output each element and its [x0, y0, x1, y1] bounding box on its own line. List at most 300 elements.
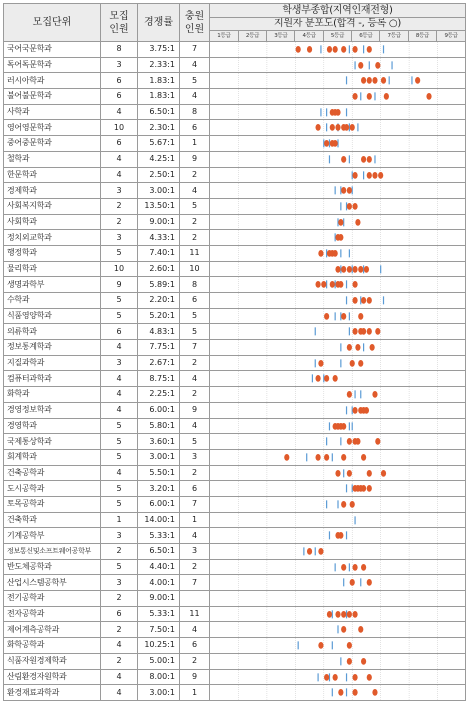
ratio-cell: 4.00:1 [138, 575, 180, 591]
registered-marker [315, 124, 320, 131]
registered-marker [341, 611, 346, 618]
distribution-plot [210, 434, 466, 449]
ratio-cell: 5.20:1 [138, 308, 180, 324]
distribution-plot [210, 481, 466, 496]
ratio-cell: 5.00:1 [138, 653, 180, 669]
grade-label: 7등급 [380, 31, 408, 41]
ratio-cell: 9.00:1 [138, 591, 180, 607]
table-row [4, 512, 466, 528]
registered-marker [352, 297, 357, 304]
registered-marker [367, 156, 372, 163]
registered-marker [358, 62, 363, 69]
registered-marker [338, 234, 343, 241]
header-subtitle: 지원자 분포도(합격 -, 등록 ○) [210, 18, 466, 31]
dept-cell: 화학과 [4, 387, 101, 403]
quota-cell: 10 [101, 120, 138, 136]
ratio-cell: 6.50:1 [138, 544, 180, 560]
dept-cell: 회계학과 [4, 449, 101, 465]
registered-marker [358, 360, 363, 367]
registered-marker [367, 297, 372, 304]
ratio-cell: 2.30:1 [138, 120, 180, 136]
ratio-cell: 10.25:1 [138, 638, 180, 654]
registered-marker [330, 124, 335, 131]
header-title: 학생부종합(지역인재전형) [210, 4, 466, 18]
dept-cell: 러시아학과 [4, 73, 101, 89]
quota-cell: 4 [101, 167, 138, 183]
registered-marker [367, 485, 372, 492]
table-row [4, 402, 466, 418]
ratio-cell: 7.50:1 [138, 622, 180, 638]
fill-cell: 4 [180, 57, 210, 73]
distribution-cell [210, 528, 466, 544]
registered-marker [372, 77, 377, 84]
registered-marker [333, 673, 338, 680]
distribution-cell [210, 544, 466, 560]
dept-cell: 식품영양학과 [4, 308, 101, 324]
registered-marker [333, 250, 338, 257]
fill-cell: 2 [180, 355, 210, 371]
dept-cell: 불어불문학과 [4, 89, 101, 105]
registered-marker [352, 203, 357, 210]
fill-cell: 6 [180, 638, 210, 654]
quota-cell: 5 [101, 481, 138, 497]
quota-cell: 4 [101, 387, 138, 403]
dept-cell: 정보통신및소프트웨어공학부 [4, 544, 101, 560]
quota-cell: 4 [101, 465, 138, 481]
distribution-plot [210, 607, 466, 622]
distribution-cell [210, 481, 466, 497]
registered-marker [367, 93, 372, 100]
distribution-cell [210, 136, 466, 152]
fill-cell: 7 [180, 496, 210, 512]
table-row [4, 230, 466, 246]
registered-marker [352, 673, 357, 680]
registered-marker [341, 501, 346, 508]
registered-marker [341, 626, 346, 633]
distribution-plot [210, 403, 466, 418]
fill-cell: 4 [180, 622, 210, 638]
quota-cell: 6 [101, 136, 138, 152]
fill-cell: 11 [180, 245, 210, 261]
registered-marker [361, 156, 366, 163]
grade-label: 9등급 [437, 31, 465, 41]
registered-marker [321, 281, 326, 288]
quota-cell: 5 [101, 496, 138, 512]
registered-marker [367, 328, 372, 335]
distribution-plot [210, 544, 466, 559]
registered-marker [347, 438, 352, 445]
distribution-cell [210, 324, 466, 340]
distribution-plot [210, 356, 466, 371]
distribution-cell [210, 277, 466, 293]
table-row [4, 559, 466, 575]
registered-marker [318, 548, 323, 555]
fill-cell: 2 [180, 167, 210, 183]
quota-cell: 2 [101, 591, 138, 607]
ratio-cell: 6.00:1 [138, 402, 180, 418]
distribution-cell [210, 73, 466, 89]
table-row [4, 638, 466, 654]
table-row [4, 465, 466, 481]
quota-cell: 5 [101, 308, 138, 324]
ratio-cell: 5.80:1 [138, 418, 180, 434]
table-row [4, 120, 466, 136]
registered-marker [347, 470, 352, 477]
distribution-plot [210, 199, 466, 214]
fill-cell: 4 [180, 183, 210, 199]
registered-marker [333, 375, 338, 382]
distribution-plot [210, 387, 466, 402]
registered-marker [352, 407, 357, 414]
fill-cell: 5 [180, 73, 210, 89]
table-row [4, 418, 466, 434]
distribution-plot [210, 685, 466, 700]
dept-cell: 수학과 [4, 293, 101, 309]
registered-marker [352, 46, 357, 53]
fill-cell: 6 [180, 481, 210, 497]
registered-marker [324, 313, 329, 320]
admission-table-container [3, 3, 465, 710]
distribution-cell [210, 183, 466, 199]
table-row [4, 136, 466, 152]
registered-marker [355, 438, 360, 445]
distribution-plot [210, 293, 466, 308]
registered-marker [372, 391, 377, 398]
distribution-plot [210, 466, 466, 481]
distribution-plot [210, 309, 466, 324]
table-row [4, 57, 466, 73]
dept-cell: 철학과 [4, 151, 101, 167]
distribution-cell [210, 371, 466, 387]
table-row [4, 308, 466, 324]
distribution-cell [210, 89, 466, 105]
header-quota: 모집 인원 [101, 4, 138, 42]
registered-marker [347, 266, 352, 273]
quota-cell: 2 [101, 214, 138, 230]
distribution-plot [210, 638, 466, 653]
grade-label: 2등급 [238, 31, 266, 41]
registered-marker [318, 360, 323, 367]
ratio-cell: 7.75:1 [138, 340, 180, 356]
distribution-cell [210, 559, 466, 575]
table-row [4, 198, 466, 214]
ratio-cell: 2.25:1 [138, 387, 180, 403]
quota-cell: 4 [101, 151, 138, 167]
quota-cell: 6 [101, 606, 138, 622]
dept-cell: 도시공학과 [4, 481, 101, 497]
table-row [4, 42, 466, 58]
fill-cell: 2 [180, 559, 210, 575]
registered-marker [381, 470, 386, 477]
registered-marker [284, 454, 289, 461]
registered-marker [350, 501, 355, 508]
registered-marker [375, 62, 380, 69]
registered-marker [361, 328, 366, 335]
distribution-cell [210, 198, 466, 214]
distribution-cell [210, 57, 466, 73]
registered-marker [318, 642, 323, 649]
registered-marker [341, 422, 346, 429]
fill-cell: 3 [180, 449, 210, 465]
distribution-plot [210, 136, 466, 151]
fill-cell: 8 [180, 277, 210, 293]
dept-cell: 산림환경자원학과 [4, 669, 101, 685]
fill-cell: 7 [180, 42, 210, 58]
registered-marker [361, 297, 366, 304]
ratio-cell: 2.20:1 [138, 293, 180, 309]
distribution-plot [210, 246, 466, 261]
distribution-plot [210, 183, 466, 198]
registered-marker [341, 564, 346, 571]
fill-cell: 5 [180, 308, 210, 324]
distribution-plot [210, 670, 466, 685]
distribution-cell [210, 245, 466, 261]
distribution-plot [210, 120, 466, 135]
ratio-cell: 9.00:1 [138, 214, 180, 230]
registered-marker [361, 485, 366, 492]
registered-marker [358, 266, 363, 273]
registered-marker [315, 454, 320, 461]
registered-marker [347, 203, 352, 210]
ratio-cell: 2.33:1 [138, 57, 180, 73]
fill-cell: 2 [180, 214, 210, 230]
registered-marker [367, 77, 372, 84]
registered-marker [352, 93, 357, 100]
table-row [4, 324, 466, 340]
registered-marker [318, 250, 323, 257]
table-row [4, 544, 466, 560]
fill-cell: 9 [180, 669, 210, 685]
registered-marker [338, 532, 343, 539]
registered-marker [347, 642, 352, 649]
fill-cell [180, 591, 210, 607]
quota-cell: 3 [101, 575, 138, 591]
distribution-cell [210, 449, 466, 465]
registered-marker [415, 77, 420, 84]
distribution-plot [210, 168, 466, 183]
quota-cell: 4 [101, 402, 138, 418]
distribution-cell [210, 685, 466, 701]
dept-cell: 제어계측공학과 [4, 622, 101, 638]
ratio-cell: 3.75:1 [138, 42, 180, 58]
dept-cell: 산업시스템공학부 [4, 575, 101, 591]
distribution-cell [210, 340, 466, 356]
table-row [4, 685, 466, 701]
ratio-cell: 5.89:1 [138, 277, 180, 293]
admission-table [3, 3, 466, 701]
dept-cell: 국어국문학과 [4, 42, 101, 58]
distribution-cell [210, 465, 466, 481]
table-row [4, 355, 466, 371]
grade-label: 3등급 [267, 31, 295, 41]
distribution-cell [210, 418, 466, 434]
distribution-plot [210, 73, 466, 88]
ratio-cell: 8.00:1 [138, 669, 180, 685]
distribution-cell [210, 167, 466, 183]
fill-cell: 5 [180, 434, 210, 450]
quota-cell: 10 [101, 261, 138, 277]
fill-cell: 6 [180, 120, 210, 136]
dept-cell: 식품자원경제학과 [4, 653, 101, 669]
distribution-cell [210, 669, 466, 685]
quota-cell: 6 [101, 324, 138, 340]
dept-cell: 사학과 [4, 104, 101, 120]
grade-label: 8등급 [408, 31, 436, 41]
registered-marker [352, 564, 357, 571]
fill-cell: 6 [180, 293, 210, 309]
registered-marker [347, 391, 352, 398]
distribution-cell [210, 638, 466, 654]
registered-marker [375, 438, 380, 445]
registered-marker [361, 454, 366, 461]
fill-cell: 3 [180, 544, 210, 560]
dept-cell: 물리학과 [4, 261, 101, 277]
fill-cell: 4 [180, 418, 210, 434]
fill-cell: 2 [180, 230, 210, 246]
table-row [4, 434, 466, 450]
quota-cell: 5 [101, 293, 138, 309]
registered-marker [333, 140, 338, 147]
table-row [4, 261, 466, 277]
registered-marker [352, 281, 357, 288]
distribution-cell [210, 653, 466, 669]
distribution-plot [210, 262, 466, 277]
distribution-plot [210, 324, 466, 339]
fill-cell: 7 [180, 575, 210, 591]
registered-marker [335, 470, 340, 477]
registered-marker [347, 344, 352, 351]
distribution-plot [210, 230, 466, 245]
quota-cell: 1 [101, 512, 138, 528]
table-row [4, 496, 466, 512]
quota-cell: 6 [101, 73, 138, 89]
registered-marker [324, 673, 329, 680]
registered-marker [372, 689, 377, 696]
registered-marker [352, 266, 357, 273]
registered-marker [341, 454, 346, 461]
distribution-cell [210, 402, 466, 418]
dept-cell: 경영정보학과 [4, 402, 101, 418]
registered-marker [426, 93, 431, 100]
table-row [4, 575, 466, 591]
grade-label: 4등급 [295, 31, 323, 41]
dept-cell: 기계공학부 [4, 528, 101, 544]
registered-marker [352, 689, 357, 696]
registered-marker [335, 124, 340, 131]
dept-cell: 중어중문학과 [4, 136, 101, 152]
quota-cell: 8 [101, 42, 138, 58]
distribution-plot [210, 215, 466, 230]
registered-marker [361, 658, 366, 665]
ratio-cell: 2.50:1 [138, 167, 180, 183]
ratio-cell: 13.50:1 [138, 198, 180, 214]
ratio-cell: 5.33:1 [138, 606, 180, 622]
dept-cell: 건축공학과 [4, 465, 101, 481]
registered-marker [361, 564, 366, 571]
distribution-plot [210, 575, 466, 590]
ratio-cell: 5.50:1 [138, 465, 180, 481]
registered-marker [384, 93, 389, 100]
registered-marker [352, 171, 357, 178]
quota-cell: 5 [101, 434, 138, 450]
distribution-cell [210, 622, 466, 638]
registered-marker [338, 281, 343, 288]
dept-cell: 정치외교학과 [4, 230, 101, 246]
registered-marker [338, 689, 343, 696]
registered-marker [347, 187, 352, 194]
registered-marker [327, 46, 332, 53]
table-row [4, 606, 466, 622]
ratio-cell: 14.00:1 [138, 512, 180, 528]
registered-marker [335, 611, 340, 618]
table-row [4, 293, 466, 309]
dept-cell: 영어영문학과 [4, 120, 101, 136]
registered-marker [327, 611, 332, 618]
fill-cell: 9 [180, 151, 210, 167]
ratio-cell: 2.67:1 [138, 355, 180, 371]
ratio-cell: 5.33:1 [138, 528, 180, 544]
registered-marker [375, 328, 380, 335]
distribution-plot [210, 450, 466, 465]
ratio-cell: 4.33:1 [138, 230, 180, 246]
distribution-cell [210, 591, 466, 607]
distribution-plot [210, 277, 466, 292]
distribution-plot [210, 152, 466, 167]
distribution-plot [210, 371, 466, 386]
registered-marker [352, 328, 357, 335]
registered-marker [307, 548, 312, 555]
registered-marker [296, 46, 301, 53]
table-row [4, 89, 466, 105]
table-row [4, 104, 466, 120]
ratio-cell: 4.25:1 [138, 151, 180, 167]
table-row [4, 167, 466, 183]
registered-marker [324, 140, 329, 147]
distribution-plot [210, 42, 466, 57]
distribution-plot [210, 340, 466, 355]
ratio-cell: 3.60:1 [138, 434, 180, 450]
fill-cell: 11 [180, 606, 210, 622]
quota-cell: 2 [101, 544, 138, 560]
dept-cell: 국제통상학과 [4, 434, 101, 450]
header-fill: 충원 인원 [180, 4, 210, 42]
registered-marker [372, 171, 377, 178]
registered-marker [370, 344, 375, 351]
registered-marker [381, 77, 386, 84]
fill-cell: 10 [180, 261, 210, 277]
quota-cell: 5 [101, 559, 138, 575]
registered-marker [330, 281, 335, 288]
fill-cell: 2 [180, 653, 210, 669]
registered-marker [350, 360, 355, 367]
distribution-plot [210, 89, 466, 104]
dept-cell: 전기공학과 [4, 591, 101, 607]
dept-cell: 전자공학과 [4, 606, 101, 622]
registered-marker [364, 266, 369, 273]
ratio-cell: 4.83:1 [138, 324, 180, 340]
dept-cell: 의류학과 [4, 324, 101, 340]
distribution-plot [210, 58, 466, 73]
dept-cell: 경영학과 [4, 418, 101, 434]
registered-marker [315, 375, 320, 382]
table-row [4, 183, 466, 199]
quota-cell: 2 [101, 653, 138, 669]
quota-cell: 4 [101, 371, 138, 387]
distribution-plot [210, 622, 466, 637]
dept-cell: 화학공학과 [4, 638, 101, 654]
table-row [4, 371, 466, 387]
fill-cell: 9 [180, 402, 210, 418]
